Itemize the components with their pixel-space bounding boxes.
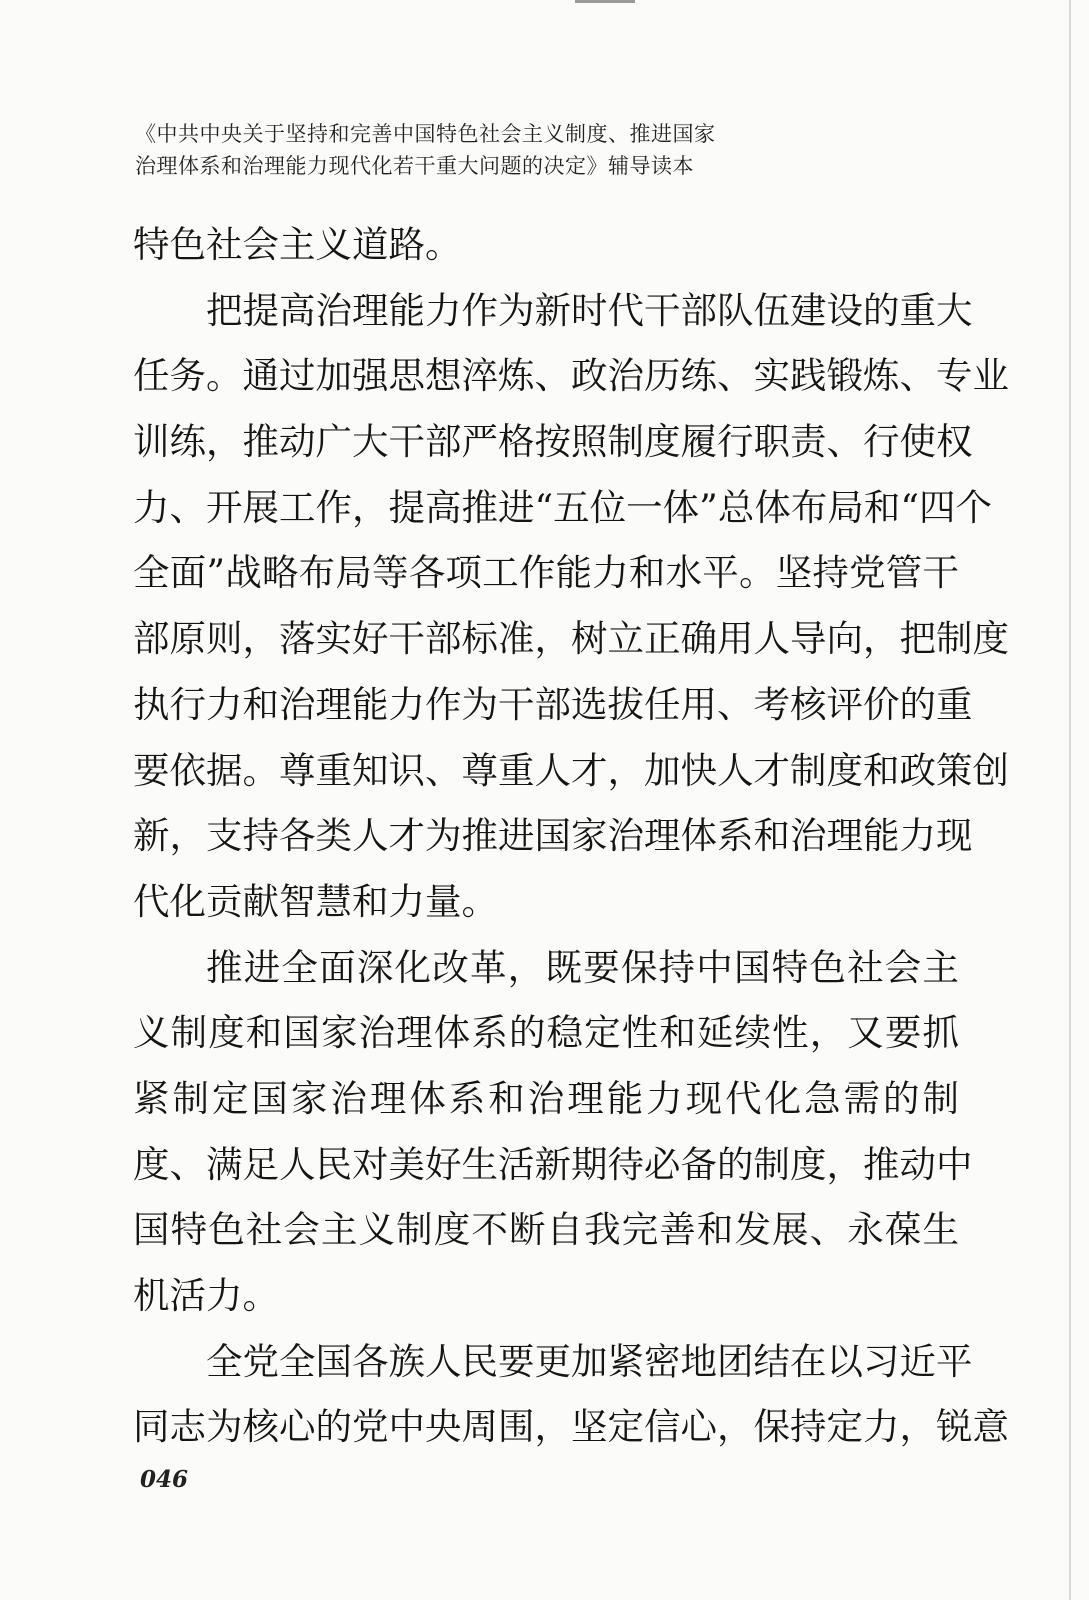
text-line: 同志为核心的党中央周围，坚定信心，保持定力，锐意 [133, 1405, 1009, 1449]
text-line: 把提高治理能力作为新时代干部队伍建设的重大 [206, 288, 973, 332]
text-line: 力、开展工作，提高推进“五位一体”总体布局和“四个 [133, 485, 992, 529]
page-number: 046 [140, 1466, 189, 1493]
text-line: 训练，推动广大干部严格按照制度履行职责、行使权 [133, 420, 973, 464]
text-line: 部原则，落实好干部标准，树立正确用人导向，把制度 [133, 617, 1009, 661]
scan-top-mark [575, 0, 635, 3]
text-line: 紧制定国家治理体系和治理能力现代化急需的制 [133, 1076, 959, 1120]
running-header-line-2: 治理体系和治理能力现代化若干重大问题的决定》辅导读本 [135, 154, 694, 178]
scan-edge-line [1069, 0, 1071, 1600]
text-line: 推进全面深化改革，既要保持中国特色社会主 [206, 945, 959, 989]
running-header [135, 118, 955, 182]
text-line: 度、满足人民对美好生活新期待必备的制度，推动中 [133, 1142, 973, 1186]
text-line: 机活力。 [133, 1274, 279, 1317]
text-line: 任务。通过加强思想淬炼、政治历练、实践锻炼、专业 [133, 354, 1009, 398]
running-header-line-1: 《中共中央关于坚持和完善中国特色社会主义制度、推进国家 [135, 122, 716, 146]
text-line: 义制度和国家治理体系的稳定性和延续性，又要抓 [133, 1011, 959, 1055]
text-line: 全面”战略布局等各项工作能力和水平。坚持党管干 [133, 551, 959, 595]
text-line: 国特色社会主义制度不断自我完善和发展、永葆生 [133, 1208, 959, 1252]
text-line: 要依据。尊重知识、尊重人才，加快人才制度和政策创 [133, 748, 1009, 792]
text-line: 特色社会主义道路。 [133, 223, 462, 266]
text-line: 执行力和治理能力作为干部选拔任用、考核评价的重 [133, 682, 973, 726]
text-line: 新，支持各类人才为推进国家治理体系和治理能力现 [133, 814, 973, 858]
text-line: 代化贡献智慧和力量。 [133, 879, 498, 923]
text-line: 全党全国各族人民要更加紧密地团结在以习近平 [206, 1339, 973, 1383]
body-text [133, 212, 1009, 1460]
